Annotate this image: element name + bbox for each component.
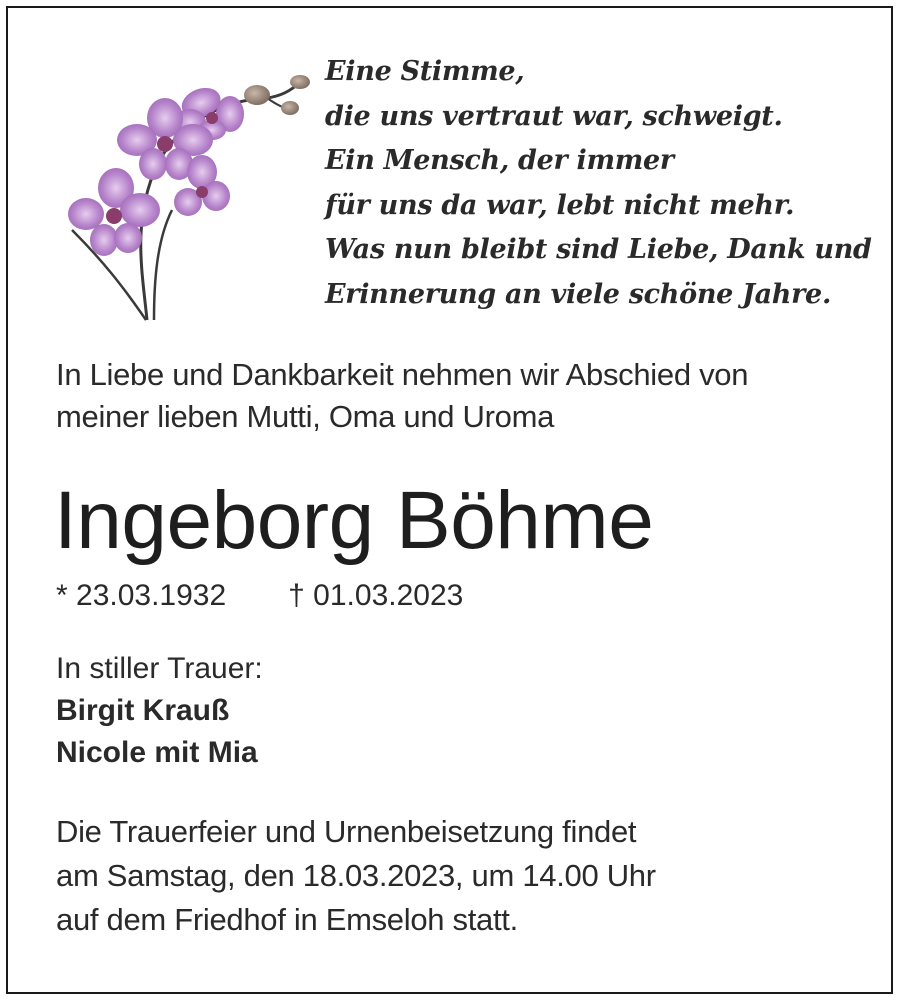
ceremony-line: Die Trauerfeier und Urnenbeisetzung findet [56,814,637,849]
deceased-name: Ingeborg Böhme [54,475,654,566]
life-dates [56,576,463,616]
birth-date: * 23.03.1932 [56,579,227,612]
poem-line: Eine Stimme, [325,56,525,87]
ceremony-line: am Samstag, den 18.03.2023, um 14.00 Uhr [56,858,656,893]
memorial-poem [325,50,885,317]
poem-line: Ein Mensch, der immer [325,145,674,176]
mourners-section [56,648,263,774]
death-date: † 01.03.2023 [288,579,464,612]
poem-line: für uns da war, lebt nicht mehr. [325,189,795,221]
mourner-name: Birgit Krauß [56,694,230,727]
intro-line: In Liebe und Dankbarkeit nehmen wir Abschied von [56,357,749,392]
ceremony-info [56,810,656,942]
ceremony-line: auf dem Friedhof in Emseloh statt. [56,902,518,937]
poem-line: die uns vertraut war, schweigt. [325,100,783,132]
poem-line: Erinnerung an viele schöne Jahre. [325,278,832,310]
poem-line: Was nun bleibt sind Liebe, Dank und [325,234,872,265]
orchid-flower-icon [62,70,322,325]
mourners-heading: In stiller Trauer: [56,652,263,685]
intro-line: meiner lieben Mutti, Oma und Uroma [56,399,555,434]
mourner-name: Nicole mit Mia [56,736,258,769]
farewell-intro [56,354,876,438]
